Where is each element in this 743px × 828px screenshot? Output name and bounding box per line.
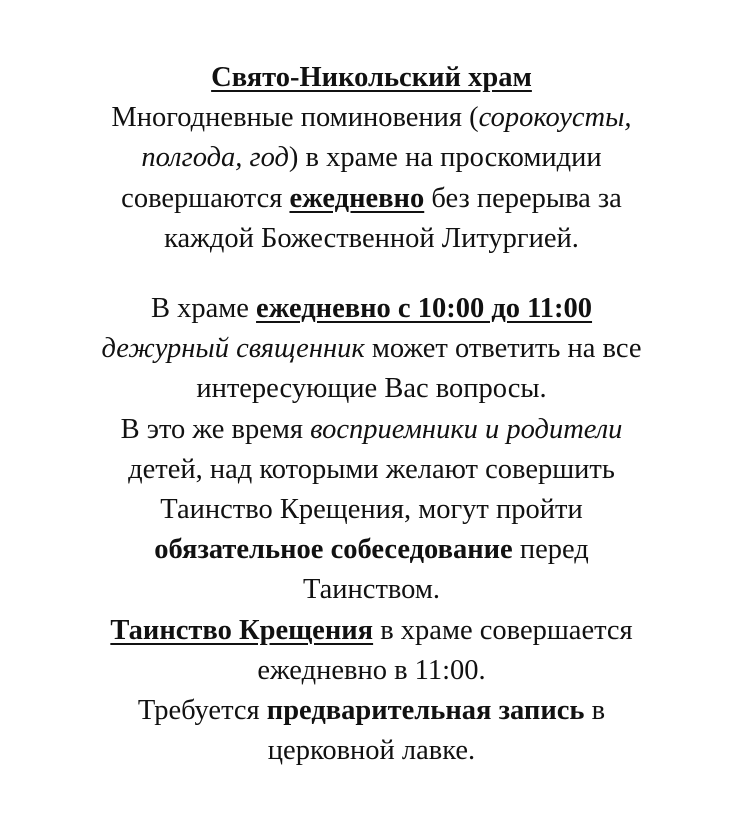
italic-span: сорокоусты, bbox=[478, 102, 632, 134]
commemorations-line-4: каждой Божественной Литургией. bbox=[164, 222, 579, 254]
interview-emphasis: обязательное собеседование bbox=[154, 534, 513, 566]
commemorations-line-3 bbox=[40, 179, 703, 219]
commemorations-line-1 bbox=[40, 98, 703, 138]
schedule-line-12: церковной лавке. bbox=[267, 735, 476, 767]
text-span: перед bbox=[512, 534, 589, 566]
schedule-line-3: интересующие Вас вопросы. bbox=[196, 373, 547, 405]
schedule-line-1 bbox=[40, 289, 703, 329]
schedule-line-2 bbox=[40, 329, 703, 369]
text-span: без перерыва за bbox=[424, 182, 622, 214]
registration-emphasis: предварительная запись bbox=[266, 695, 585, 727]
announcement-title-line bbox=[40, 58, 703, 98]
commemorations-paragraph bbox=[40, 98, 703, 259]
text-span: в храме совершается bbox=[373, 614, 633, 646]
schedule-line-5: детей, над которыми желают совершить bbox=[128, 453, 615, 485]
schedule-line-6: Таинство Крещения, могут пройти bbox=[160, 494, 583, 526]
baptism-emphasis: Таинство Крещения bbox=[110, 614, 374, 646]
italic-span: полгода, год bbox=[141, 142, 289, 174]
paragraph-spacer bbox=[40, 259, 703, 289]
italic-span: дежурный священник bbox=[101, 333, 365, 365]
schedule-line-7 bbox=[40, 530, 703, 570]
schedule-line-10: ежедневно в 11:00. bbox=[257, 654, 486, 686]
text-span: в bbox=[584, 695, 606, 727]
text-span: Многодневные поминовения ( bbox=[111, 102, 479, 134]
commemorations-line-2 bbox=[40, 138, 703, 178]
announcement-document bbox=[40, 58, 703, 771]
text-span: совершаются bbox=[121, 182, 290, 214]
italic-span: восприемники и родители bbox=[310, 413, 623, 445]
text-span: В это же время bbox=[120, 413, 311, 445]
schedule-line-4 bbox=[40, 410, 703, 450]
text-span: Требуется bbox=[137, 695, 267, 727]
schedule-line-9 bbox=[40, 611, 703, 651]
schedule-paragraph bbox=[40, 289, 703, 771]
text-span: В храме bbox=[150, 293, 257, 325]
text-span: может ответить на все bbox=[364, 333, 642, 365]
schedule-line-8: Таинством. bbox=[302, 574, 441, 606]
church-title: Свято-Никольский храм bbox=[211, 62, 532, 93]
schedule-line-11 bbox=[40, 691, 703, 731]
daily-emphasis: ежедневно bbox=[289, 182, 425, 214]
text-span: ) в храме на проскомидии bbox=[288, 142, 602, 174]
daily-hours-emphasis: ежедневно с 10:00 до 11:00 bbox=[256, 293, 593, 325]
